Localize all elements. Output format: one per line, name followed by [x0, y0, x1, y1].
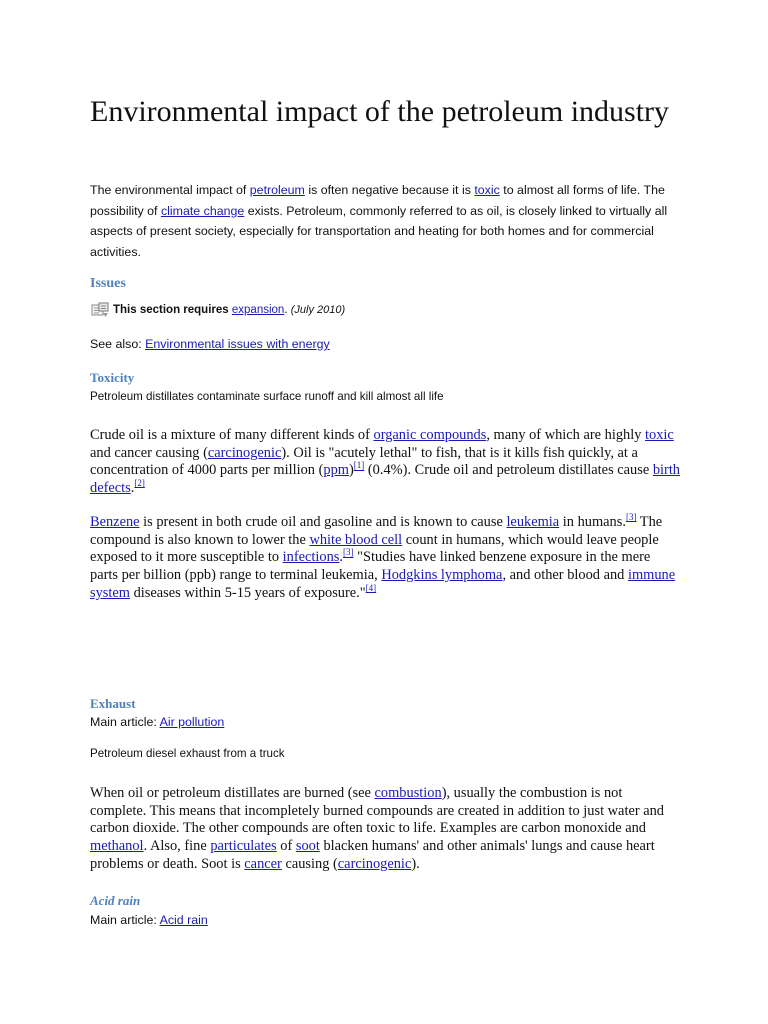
- link-toxic[interactable]: toxic: [474, 183, 500, 197]
- link-benzene[interactable]: Benzene: [90, 514, 140, 530]
- paragraph-text: ), usually the combustion is not complete. This means that incompletely burned compounds are created in addition to just water and carbon dioxide. The other compounds are often toxic to life. Examples are carbon monoxide and: [90, 785, 664, 837]
- paragraph-text: (0.4%). Crude oil and petroleum distillates cause: [364, 462, 653, 479]
- intro-text: exists. Petroleum, commonly referred to as oil, is closely linked to virtually all aspects of present society, especially for transportation and heating for both homes and for commercial activities.: [90, 203, 668, 259]
- paragraph-text: in humans.: [559, 514, 626, 530]
- acid-rain-main-article: [90, 913, 208, 927]
- intro-text: to almost all forms of life. The possibility of: [90, 183, 665, 218]
- link-ppm[interactable]: ppm: [323, 462, 349, 479]
- reference-2[interactable]: [2]: [134, 478, 145, 489]
- link-birth-defects[interactable]: birth defects: [90, 462, 681, 497]
- link-hodgkins-lymphoma[interactable]: Hodgkins lymphoma: [381, 567, 503, 584]
- link-methanol[interactable]: methanol: [90, 838, 144, 855]
- exhaust-paragraph: [90, 785, 680, 874]
- expansion-date: (July 2010): [290, 304, 346, 316]
- paragraph-text: When oil or petroleum distillates are burned (see: [90, 785, 375, 801]
- section-heading-toxicity: Toxicity: [90, 370, 135, 385]
- link-acid-rain[interactable]: Acid rain: [159, 913, 208, 927]
- link-carcinogenic-2[interactable]: carcinogenic: [337, 855, 412, 872]
- paragraph-text: The compound is also known to lower the: [90, 514, 663, 548]
- link-toxic-2[interactable]: toxic: [645, 427, 674, 443]
- expansion-notice-icon: [90, 301, 110, 319]
- link-immune-system[interactable]: immune system: [90, 567, 676, 601]
- paragraph-text: diseases within 5-15 years of exposure.": [129, 584, 366, 601]
- paragraph-text: and cancer causing (: [90, 444, 208, 461]
- toxicity-paragraph-1: [90, 427, 680, 498]
- link-climate-change[interactable]: climate change: [160, 203, 245, 218]
- toxicity-caption: Petroleum distillates contaminate surface runoff and kill almost all life: [90, 390, 444, 403]
- see-also-line: [90, 337, 330, 351]
- link-environmental-issues-with-energy[interactable]: Environmental issues with energy: [145, 337, 330, 351]
- paragraph-text: ).: [411, 855, 420, 872]
- exhaust-caption: Petroleum diesel exhaust from a truck: [90, 747, 285, 760]
- see-also-label: See also:: [90, 337, 146, 351]
- page-title: Environmental impact of the petroleum industry: [90, 95, 670, 128]
- link-combustion[interactable]: combustion: [374, 785, 442, 801]
- reference-3[interactable]: [3]: [625, 512, 637, 523]
- main-article-label: Main article:: [90, 715, 160, 729]
- link-infections[interactable]: infections: [282, 549, 340, 566]
- link-leukemia[interactable]: leukemia: [506, 514, 560, 530]
- link-cancer[interactable]: cancer: [244, 855, 282, 872]
- paragraph-text: . Also, fine: [143, 838, 211, 855]
- paragraph-text: "Studies have linked benzene exposure in the mere parts per billion (ppb) range to terminal leukemia,: [90, 549, 651, 584]
- paragraph-text: .: [339, 549, 343, 566]
- link-white-blood-cell[interactable]: white blood cell: [309, 531, 403, 548]
- link-expansion[interactable]: expansion: [231, 304, 285, 316]
- reference-1[interactable]: [1]: [353, 460, 365, 471]
- expansion-period: .: [284, 304, 288, 316]
- section-heading-exhaust: Exhaust: [90, 696, 136, 711]
- paragraph-text: ). Oil is "acutely lethal" to fish, that is it kills fish quickly, at a concentration of 4000 parts per million (: [90, 444, 638, 479]
- intro-text: The environmental impact of: [90, 183, 250, 197]
- section-heading-issues: Issues: [90, 276, 126, 291]
- link-organic-compounds[interactable]: organic compounds: [373, 427, 487, 443]
- paragraph-text: ): [348, 462, 354, 479]
- paragraph-text: .: [130, 480, 135, 497]
- paragraph-text: blacken humans' and other animals' lungs and cause heart problems or death. Soot is: [90, 838, 655, 872]
- intro-text: is often negative because it is: [304, 183, 475, 197]
- exhaust-main-article: [90, 715, 224, 729]
- paragraph-text: is present in both crude oil and gasoline and is known to cause: [139, 514, 507, 530]
- toxicity-paragraph-2: [90, 514, 680, 603]
- paragraph-text: causing (: [281, 855, 338, 872]
- link-air-pollution[interactable]: Air pollution: [159, 715, 225, 729]
- intro-paragraph: [90, 180, 690, 262]
- link-soot[interactable]: soot: [295, 838, 320, 855]
- paragraph-text: of: [276, 838, 296, 855]
- section-heading-acid-rain: Acid rain: [90, 893, 141, 908]
- main-article-label: Main article:: [90, 913, 160, 927]
- reference-4[interactable]: [4]: [365, 583, 377, 594]
- link-petroleum[interactable]: petroleum: [249, 183, 305, 197]
- link-particulates[interactable]: particulates: [210, 838, 277, 855]
- paragraph-text: , many of which are highly: [486, 427, 645, 443]
- paragraph-text: count in humans, which would leave people exposed to it more susceptible to: [90, 531, 659, 566]
- link-carcinogenic[interactable]: carcinogenic: [207, 444, 282, 461]
- paragraph-text: , and other blood and: [502, 567, 628, 584]
- reference-3b[interactable]: [3]: [343, 547, 354, 558]
- expansion-text: This section requires: [113, 304, 229, 316]
- expansion-notice: [90, 300, 345, 320]
- paragraph-text: Crude oil is a mixture of many different kinds of: [90, 427, 374, 443]
